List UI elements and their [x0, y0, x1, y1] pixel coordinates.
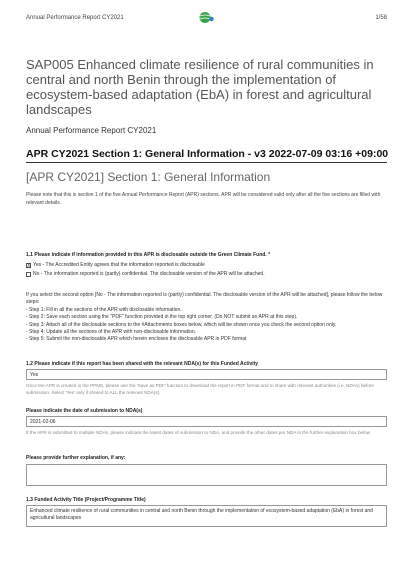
question-1-2-label: 1.2 Please indicate if this report has been shared with the relevant NDA(s) for this Funded Activity: [26, 361, 259, 367]
header-report-name: Annual Performance Report CY2021: [26, 15, 124, 21]
option-no-label: No - The information reported is (partly) confidential. The disclosable version of the APR will be attached.: [33, 271, 265, 277]
option-yes-disclosable[interactable]: [26, 262, 205, 268]
further-explanation-label: Please provide further explanation, if any:: [26, 455, 126, 461]
step-1: - Step 1: Fill in all the sections of the APR with disclosable information.: [26, 306, 182, 313]
step-3: - Step 3: Attach all of the disclosable sections to the #Attachments boxes below, which will be shown once you check the second option only.: [26, 321, 337, 328]
section-divider: [26, 162, 387, 163]
option-no-confidential[interactable]: [26, 271, 265, 277]
question-1-1-label: 1.1 Please indicate if information provided in this APR is disclosable outside the Green Climate Fund. *: [26, 252, 271, 258]
question-1-3-label: 1.3 Funded Activity Title (Project/Programme Title): [26, 497, 146, 503]
confidential-instructions: [26, 292, 386, 344]
submission-date-hint: If the APR is submitted to multiple NDAs, please indicate the latest dates of submission to NDA, and provide the other dates per NDA in the further explanation box below: [26, 430, 370, 435]
page-number: 1/58: [375, 15, 387, 21]
gcf-globe-logo-icon: [198, 11, 214, 24]
step-5: - Step 5: Submit the non-disclosable APR which herein encloses the disclosable APR in PDF format: [26, 336, 247, 343]
document-title: SAP005 Enhanced climate resilience of rural communities in central and north Benin through the implementation of ecosystem-based adaptation (EbA) in forest and agricultural landscapes: [26, 57, 374, 117]
checkbox-no[interactable]: [26, 272, 31, 277]
further-explanation-field[interactable]: [26, 464, 387, 486]
nda-shared-field[interactable]: Yes: [26, 369, 387, 380]
project-title-field[interactable]: Enhanced climate resilience of rural communities in central and north Benin through the implementation of ecosystem-based adaptation (EbA) in forest and agricultural landscapes: [26, 505, 387, 527]
step-2: - Step 2: Save each section using the "PDF" function provided in the top right corner. (Do NOT submit an APR at this step).: [26, 314, 298, 321]
document-subtitle: Annual Performance Report CY2021: [26, 126, 157, 135]
step-4: - Step 4: Update all the sections of the APR with non-disclosable information.: [26, 329, 197, 336]
section-heading: APR CY2021 Section 1: General Information - v3 2022-07-09 03:16 +09:00: [26, 148, 389, 160]
submission-date-label: Please indicate the date of submission to NDA(s): [26, 408, 143, 414]
section-title: [APR CY2021] Section 1: General Information: [26, 170, 271, 184]
nda-shared-hint: Once the APR is created in the PPMS, please use the 'Save as PDF' function to download the report in PDF format and to share with relevant authorities (i.e. NDAs) before submission. Select 'Yes' only if shared to ALL the relevant NDA(s).: [26, 383, 374, 395]
checkbox-yes[interactable]: X: [27, 262, 31, 269]
option-yes-label: Yes - The Accredited Entity agrees that the information reported is disclosable: [33, 262, 205, 268]
instructions-intro: If you select the second option [No - The information reported is (partly) confidential. The disclosable version of the APR will be attached], please follow the below steps:: [26, 292, 383, 306]
section-intro: Please note that this is section 1 of the five Annual Performance Report (APR) sections. APR will be considered valid only after all the five sections are filled with relevant details.: [26, 192, 381, 206]
submission-date-field[interactable]: 2021-02-06: [26, 416, 387, 427]
